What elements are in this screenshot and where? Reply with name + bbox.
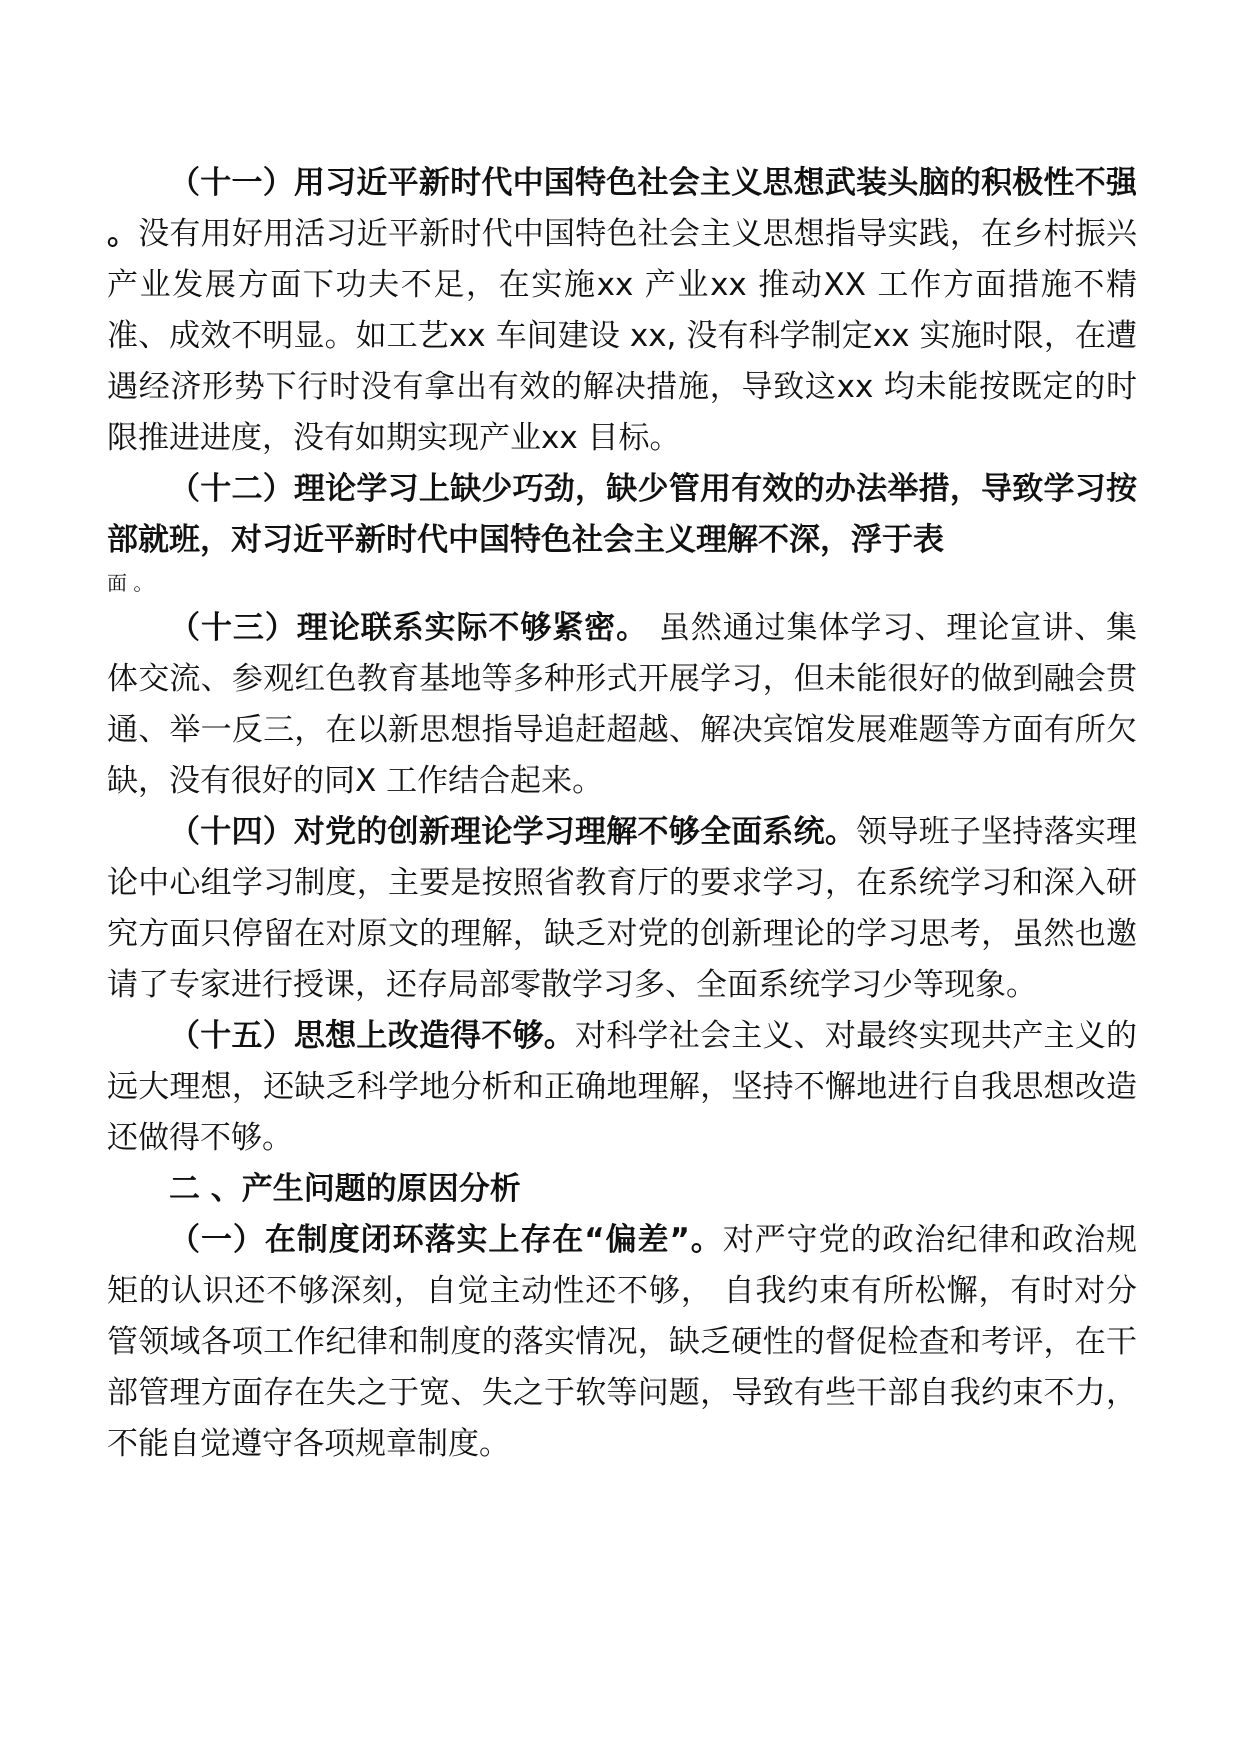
paragraph-12-tail-line <box>107 560 1137 603</box>
paragraph-13-heading: （十三）理论联系实际不够紧密。 <box>169 610 649 646</box>
section-paragraph-1-body: 对严守党的政治纪律和政治规矩的认识还不够深刻，自觉主动性还不够， 自我约束有所松懈，有时对分管领域各项工作纪律和制度的落实情况，缺乏硬性的督促检查和考评，在干部管理方面存在失之于宽、失之于软等问题，导致有些干部自我约束不力，不能自觉遵守各项规章制度。 <box>107 1222 1138 1462</box>
section-paragraph-1-heading: （一）在制度闭环落实上存在“偏差”。 <box>169 1222 723 1258</box>
section-paragraph-1 <box>107 1215 1137 1470</box>
paragraph-14 <box>107 807 1137 1011</box>
paragraph-12-tail: 面 。 <box>107 571 154 595</box>
paragraph-13 <box>107 603 1137 807</box>
paragraph-11 <box>107 158 1137 464</box>
paragraph-15-heading: （十五）思想上改造得不够。 <box>169 1018 576 1054</box>
paragraph-11-body: 没有用好用活习近平新时代中国特色社会主义思想指导实践，在乡村振兴产业发展方面下功夫不足，在实施xx 产业xx 推动XX 工作方面措施不精准、成效不明显。如工艺xx 车间建设 xx, 没有科学制定xx 实施时限，在遭遇经济形势下行时没有拿出有效的解决措施，导致这xx 均未能按既定的时限推进进度，没有如期实现产业xx 目标。 <box>107 216 1137 456</box>
paragraph-15-body: 对科学社会主义、对最终实现共产主义的远大理想，还缺乏科学地分析和正确地理解，坚持不懈地进行自我思想改造还做得不够。 <box>107 1018 1138 1156</box>
paragraph-11-heading: （十一）用习近平新时代中国特色社会主义思想武装头脑的积极性不强 。 <box>107 165 1137 252</box>
paragraph-14-heading: （十四）对党的创新理论学习理解不够全面系统。 <box>169 814 857 850</box>
paragraph-13-body: 虽然通过集体学习、理论宣讲、集体交流、参观红色教育基地等多种形式开展学习，但未能很好的做到融会贯通、举一反三，在以新思想指导追赶超越、解决宾馆发展难题等方面有所欠缺，没有很好的同X 工作结合起来。 <box>107 610 1138 799</box>
paragraph-12 <box>107 464 1137 566</box>
section-title: 二 、产生问题的原因分析 <box>169 1171 521 1207</box>
document-body <box>107 158 1137 1470</box>
paragraph-12-heading: （十二）理论学习上缺少巧劲，缺少管用有效的办法举措，导致学习按部就班，对习近平新时代中国特色社会主义理解不深，浮于表 <box>107 471 1137 558</box>
paragraph-15 <box>107 1011 1137 1164</box>
paragraph-14-body: 领导班子坚持落实理论中心组学习制度，主要是按照省教育厅的要求学习，在系统学习和深入研究方面只停留在对原文的理解，缺乏对党的创新理论的学习思考，虽然也邀请了专家进行授课，还存局部零散学习多、全面系统学习少等现象。 <box>107 814 1138 1003</box>
